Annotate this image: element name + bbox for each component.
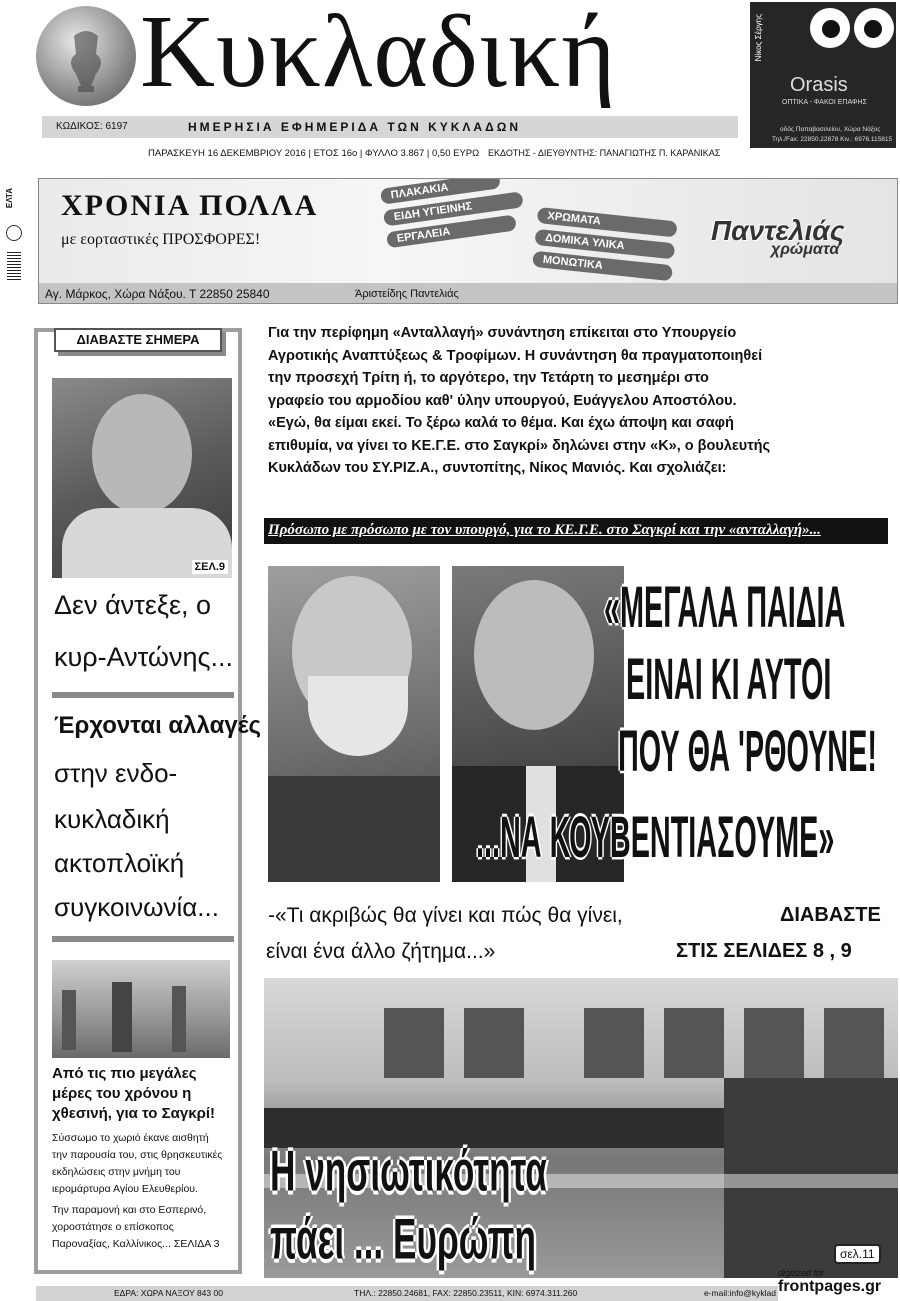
logo-line1: Παντελιάς (711, 215, 845, 246)
story3-body-line: ιερομάρτυρα Αγίου Ελευθερίου. (52, 1183, 198, 1195)
dateline: ΠΑΡΑΣΚΕΥΗ 16 ΔΕΚΕΜΒΡΙΟΥ 2016 | ΕΤΟΣ 16ο | ΦΥΛΛΟ 3.867 | 0,50 ΕΥΡΩ (148, 148, 480, 159)
intro-line: Για την περίφημη «Ανταλλαγή» συνάντηση επίκειται στο Υπουργείο (268, 325, 737, 341)
ad-item: ΠΛΑΚΑΚΙΑ (380, 178, 501, 205)
ad-footer-bar (39, 283, 898, 304)
ad-item: ΕΙΔΗ ΥΓΙΕΙΝΗΣ (383, 191, 524, 226)
footer-bar (36, 1286, 778, 1301)
story2-line: ακτοπλοϊκή (54, 848, 185, 878)
masthead-info-bar (42, 116, 738, 138)
headline-line: ΕΙΝΑΙ ΚΙ ΑΥΤΟΙ (626, 648, 832, 712)
story2-line: κυκλαδική (54, 804, 170, 834)
intro-line: γραφείο του αρμοδίου καθ' ύλην υπουργού, Ευάγγελου Αποστόλου. (268, 392, 737, 409)
ad-owner: Άριστείδης Παντελιάς (355, 288, 459, 300)
story1-line2: κυρ-Αντώνης... (54, 642, 234, 672)
read-more-line1: ΔΙΑΒΑΣΤΕ (780, 904, 881, 926)
story1-line1: Δεν άντεξε, ο (54, 590, 212, 620)
orasis-address: οδός Παπαβασιλείου, Χώρα Νάξος (780, 126, 881, 133)
ad-item: ΜΟΝΩΤΙΚΑ (532, 251, 673, 282)
source-link[interactable]: frontpages.gr (778, 1278, 882, 1295)
banner-text: Πρόσωπο με πρόσωπο με τον υπουργό, για το ΚΕ.Γ.Ε. στο Σαγκρί και την «ανταλλαγή»... (268, 522, 821, 538)
story3-body (52, 1130, 222, 1253)
story3-body-line: την παρουσία του, στις θρησκευτικές (52, 1149, 223, 1161)
ad-headline: ΧΡΟΝΙΑ ΠΟΛΛΑ (61, 189, 319, 222)
ad-address: Αγ. Μάρκος, Χώρα Νάξου. Τ 22850 25840 (45, 287, 270, 301)
pantelias-logo (711, 215, 891, 275)
story3-body-line: χοροστάτησε ο επίσκοπος (52, 1221, 174, 1233)
read-more-line2: ΣΤΙΣ ΣΕΛΙΔΕΣ 8 , 9 (676, 940, 852, 962)
headline-line: «ΜΕΓΑΛΑ ΠΑΙΔΙΑ (604, 576, 846, 640)
ad-item: ΔΟΜΙΚΑ ΥΛΙΚΑ (534, 229, 675, 260)
story2-line: συγκοινωνία... (54, 892, 219, 922)
story3-title-line: μέρες του χρόνου η (52, 1085, 192, 1102)
footer-phones: ΤΗΛ.: 22850.24681, FAX: 22850.23511, ΚΙΝ: 6974.311.260 (354, 1288, 578, 1298)
sidebar-header-label: ΔΙΑΒΑΣΤΕ ΣΗΜΕΡΑ (76, 332, 200, 347)
paper-subtitle: ΗΜΕΡΗΣΙΑ ΕΦΗΜΕΡΙΔΑ ΤΩΝ ΚΥΚΛΑΔΩΝ (188, 120, 522, 134)
sidebar-divider (52, 936, 234, 942)
intro-line: επιθυμία, να γίνει το ΚΕ.Γ.Ε. στο Σαγκρί» δηλώνει στην «Κ», ο βουλευτής (268, 437, 771, 454)
amphora-icon (36, 6, 136, 106)
story2-title: Έρχονται αλλαγές (54, 712, 261, 739)
intro-line: «Εγώ, θα είμαι εκεί. Το ξέρω καλά το θέμα. Και έχω άποψη και σαφή (268, 415, 734, 431)
story3-body-line: εκδηλώσεις στην μνήμη του (52, 1166, 181, 1178)
lead-intro (268, 322, 898, 480)
elta-label: ΕΛΤΑ (5, 188, 14, 209)
orasis-person: Νίκος Σέργης (754, 14, 763, 62)
ad-subline: με εορταστικές ΠΡΟΣΦΟΡΕΣ! (61, 231, 261, 248)
ad-item: ΕΡΓΑΛΕΙΑ (386, 214, 517, 248)
orasis-tagline: ΟΠΤΙΚΑ - ΦΑΚΟΙ ΕΠΑΦΗΣ (782, 99, 867, 106)
publisher-line: ΕΚΔΟΤΗΣ - ΔΙΕΥΘΥΝΤΗΣ: ΠΑΝΑΓΙΩΤΗΣ Π. ΚΑΡΑΝΙΚΑΣ (488, 148, 721, 158)
bottom-headline-line2: πάει ... Ευρώπη (270, 1208, 536, 1272)
headline-line: ...ΝΑ ΚΟΥΒΕΝΤΙΑΣΟΥΜΕ» (476, 806, 835, 870)
masthead-title: Κυκλαδική (140, 0, 617, 109)
sidebar-header (54, 328, 222, 352)
digitized-label: digitized for (778, 1268, 825, 1278)
eye-icon-right (854, 8, 894, 48)
lead-banner (264, 518, 888, 544)
stamp-icon (6, 225, 22, 241)
story3-title-line: χθεσινή, για το Σαγκρί! (52, 1105, 216, 1122)
sagkri-photo (52, 960, 230, 1058)
bottom-headline-line1: Η νησιωτικότητα (270, 1140, 547, 1204)
manios-photo (268, 566, 440, 882)
paper-code: ΚΩΔΙΚΟΣ: 6197 (56, 121, 128, 132)
ad-items-left (379, 178, 538, 254)
intro-line: την προσεχή Τρίτη ή, το αργότερο, την Τετάρτη το μεσημέρι στο (268, 370, 709, 386)
intro-line: Αγροτικής Αναπτύξεως & Τροφίμων. Η συνάντηση θα πραγματοποιηθεί (268, 347, 763, 364)
barcode-icon (7, 252, 21, 280)
story1-page-tag: ΣΕΛ.9 (192, 560, 228, 574)
sidebar-divider (52, 692, 234, 698)
lead-quote-line1: -«Τι ακριβώς θα γίνει και πώς θα γίνει, (268, 904, 623, 927)
intro-line: Κυκλάδων του ΣΥ.ΡΙΖ.Α., συντοπίτης, Νίκος Μανιός. Και σχολιάζει: (268, 460, 727, 476)
story2-line: στην ενδο- (54, 758, 178, 788)
logo-line2: χρώματα (771, 241, 840, 258)
orasis-ad (750, 2, 896, 148)
ad-items-right (531, 201, 698, 289)
eye-icon (810, 8, 850, 48)
story3-body-line: Παροναξίας, Καλλίνικος... ΣΕΛΙΔΑ 3 (52, 1238, 220, 1250)
story3-title-line: Από τις πιο μεγάλες (52, 1065, 197, 1082)
footer-email: e-mail:info@kyklad (704, 1288, 776, 1298)
story3-body-line: Σύσσωμο το χωριό έκανε αισθητή (52, 1132, 209, 1144)
lead-quote-line2: είναι ένα άλλο ζήτημα...» (266, 940, 496, 963)
bottom-page-tag: σελ.11 (834, 1244, 881, 1264)
pantelias-ad (38, 178, 898, 304)
ad-item: ΧΡΩΜΑΤΑ (537, 207, 678, 238)
elta-mark (2, 170, 26, 285)
footer-address: ΕΔΡΑ: ΧΩΡΑ ΝΑΞΟΥ 843 00 (114, 1288, 223, 1298)
antonis-photo (52, 378, 232, 578)
headline-line: ΠΟΥ ΘΑ 'ΡΘΟΥΝΕ! (618, 720, 877, 784)
orasis-phones: Τηλ./Fax: 22850.22878 Κιν.: 6976.115815 (772, 136, 893, 143)
story3-title (52, 1064, 215, 1124)
masthead-coin-logo (36, 6, 136, 106)
story3-body-line: Την παραμονή και στο Εσπερινό, (52, 1204, 207, 1216)
orasis-brand: Orasis (790, 74, 848, 96)
